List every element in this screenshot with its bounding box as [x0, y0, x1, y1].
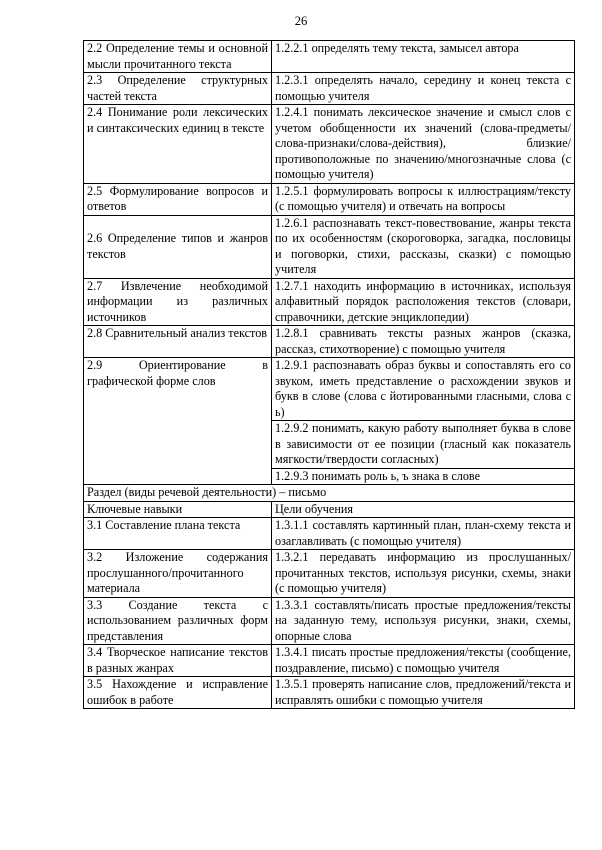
header-row [84, 501, 575, 518]
skill-cell: 2.5 Формулирование вопросов и ответов [84, 183, 272, 215]
table-row [84, 518, 575, 550]
skill-cell: 3.2 Изложение содержания прослушанного/прочитанного материала [84, 550, 272, 598]
goal-cell: 1.2.2.1 определять тему текста, замысел автора [272, 41, 575, 73]
goal-cell: 1.2.9.2 понимать, какую работу выполняет буква в слове в зависимости от ее позиции (гласный как показатель мягкости/твердости согласных) [272, 421, 575, 469]
skill-cell: 2.4 Понимание роли лексических и синтаксических единиц в тексте [84, 105, 272, 184]
goal-cell: 1.3.2.1 передавать информацию из прослушанных/прочитанных текстов, используя рисунки, схемы, знаки (с помощью учителя) [272, 550, 575, 598]
table-row [84, 645, 575, 677]
goal-cell: 1.2.3.1 определять начало, середину и конец текста с помощью учителя [272, 73, 575, 105]
goal-cell: 1.3.3.1 составлять/писать простые предложения/тексты на заданную тему, используя рисунки, знаки, схемы, опорные слова [272, 597, 575, 645]
goal-cell: 1.2.8.1 сравнивать тексты разных жанров (сказка, рассказ, стихотворение) с помощью учителя [272, 326, 575, 358]
table-row [84, 278, 575, 326]
goal-cell: 1.2.6.1 распознавать текст-повествование, жанры текста по их особенностям (скороговорка, загадка, пословицы и поговорки, стихи, рассказы, сказки) с помощью учителя [272, 215, 575, 278]
goal-cell: 1.2.7.1 находить информацию в источниках, используя алфавитный порядок расположения текстов (словари, справочники, детские энциклопедии) [272, 278, 575, 326]
column-header-skills: Ключевые навыки [84, 501, 272, 518]
skill-cell: 3.3 Создание текста с использованием различных форм представления [84, 597, 272, 645]
table-row [84, 326, 575, 358]
page-number: 26 [294, 14, 308, 28]
goal-cell: 1.3.5.1 проверять написание слов, предложений/текста и исправлять ошибки с помощью учителя [272, 677, 575, 709]
skill-cell: 2.9 Ориентирование в графической форме слов [84, 358, 272, 485]
skill-cell: 2.6 Определение типов и жанров текстов [84, 215, 272, 278]
table-row [84, 677, 575, 709]
goal-cell: 1.2.4.1 понимать лексическое значение и смысл слов с учетом обобщенности их значений (слова-предметы/слова-признаки/слова-действия), близкие/противоположные по значению/многозначные слова (с помощью учителя) [272, 105, 575, 184]
section-row [84, 485, 575, 502]
goal-cell: 1.3.4.1 писать простые предложения/тексты (сообщение, поздравление, письмо) с помощью учителя [272, 645, 575, 677]
table-row [84, 105, 575, 184]
table-row [84, 41, 575, 73]
goal-cell: 1.3.1.1 составлять картинный план, план-схему текста и озаглавливать (с помощью учителя) [272, 518, 575, 550]
goal-cell: 1.2.5.1 формулировать вопросы к иллюстрациям/тексту (с помощью учителя) и отвечать на вопросы [272, 183, 575, 215]
table-row [84, 550, 575, 598]
skill-cell: 3.4 Творческое написание текстов в разных жанрах [84, 645, 272, 677]
table-row [84, 215, 575, 278]
goal-cell: 1.2.9.3 понимать роль ь, ъ знака в слове [272, 468, 575, 485]
section-title: Раздел (виды речевой деятельности) – письмо [84, 485, 575, 502]
goal-cell: 1.2.9.1 распознавать образ буквы и сопоставлять его со звуком, иметь представление о расхождении звуков и букв в слове (слова с йотированными гласными, слова с ь) [272, 358, 575, 421]
table-row [84, 358, 575, 421]
skill-cell: 2.7 Извлечение необходимой информации из различных источников [84, 278, 272, 326]
skill-cell: 2.2 Определение темы и основной мысли прочитанного текста [84, 41, 272, 73]
table-row [84, 597, 575, 645]
skill-cell: 3.1 Составление плана текста [84, 518, 272, 550]
skill-cell: 3.5 Нахождение и исправление ошибок в работе [84, 677, 272, 709]
curriculum-table [83, 40, 575, 709]
table-row [84, 73, 575, 105]
table-row [84, 183, 575, 215]
skill-cell: 2.3 Определение структурных частей текста [84, 73, 272, 105]
column-header-goals: Цели обучения [272, 501, 575, 518]
skill-cell: 2.8 Сравнительный анализ текстов [84, 326, 272, 358]
